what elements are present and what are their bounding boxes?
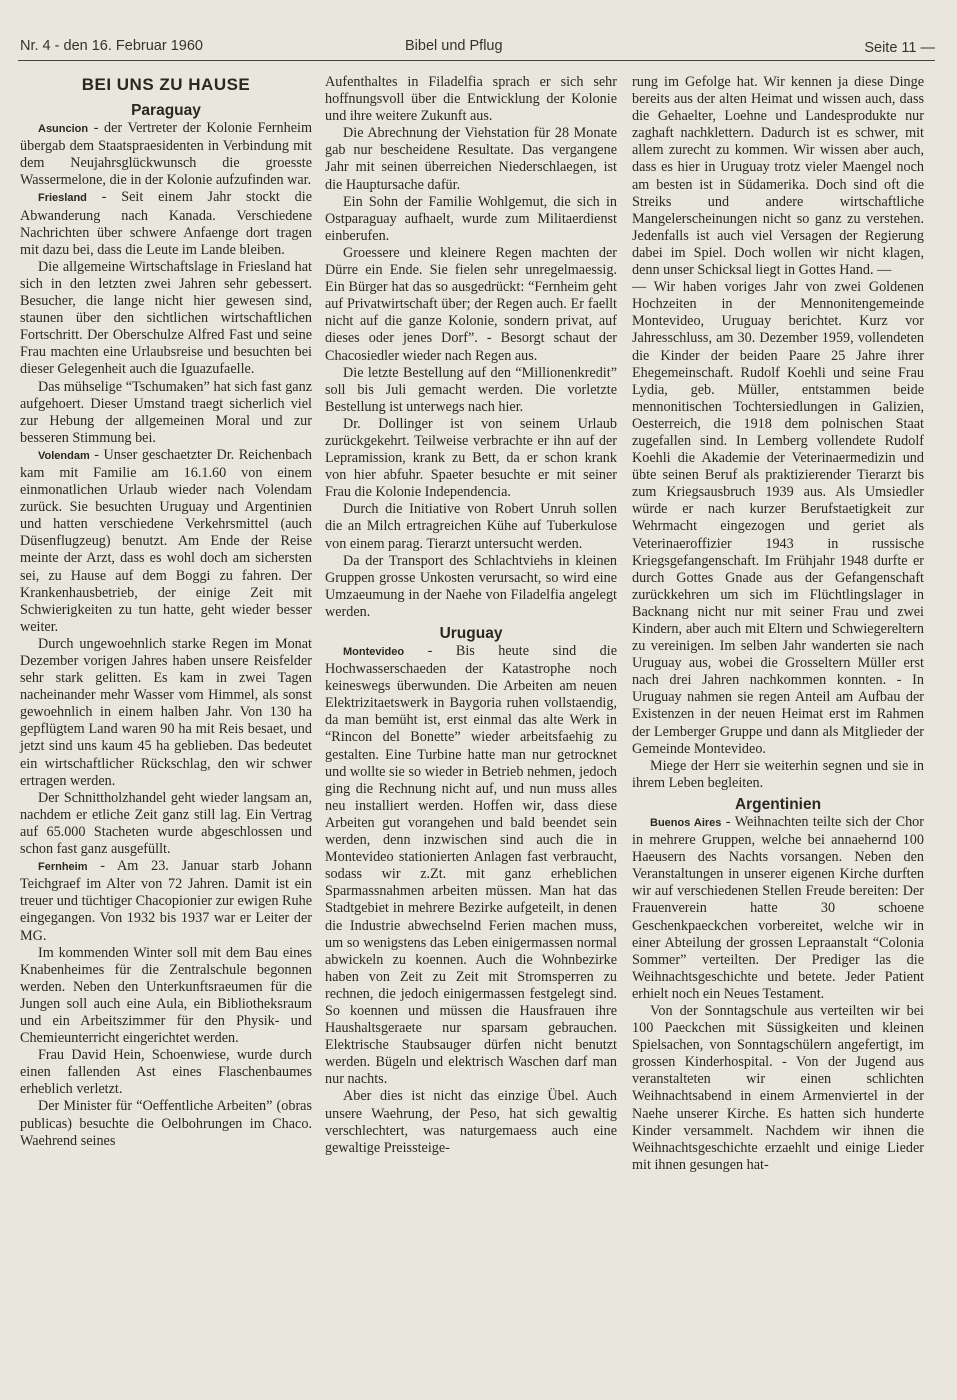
publication-title: Bibel und Pflug [405, 38, 503, 54]
article-paragraph: Fernheim - Am 23. Januar starb Johann Teichgraef im Alter von 72 Jahren. Damit ist ein treuer und tüchtiger Chacopionier zur ewigen Ruhe eingegangen. Von 1932 bis 1937 war er Leiter der MG. [20, 858, 312, 944]
section-title: BEI UNS ZU HAUSE [81, 75, 251, 94]
article-paragraph: Frau David Hein, Schoenwiese, wurde durch einen fallenden Ast eines Flaschenbaumes erheblich verletzt. [20, 1047, 312, 1098]
article-paragraph: Friesland - Seit einem Jahr stockt die Abwanderung nach Kanada. Verschiedene Nachrichten über schwere Anfaenge dort tragen mit dazu bei, dass die Leute im Lande bleiben. [20, 189, 312, 258]
article-paragraph: Volendam - Unser geschaetzter Dr. Reichenbach kam mit Familie am 16.1.60 von einem einmonatlichen Urlaub wieder nach Volendam zurück. Sie besuchten Uruguay und Argentinien und hatten verschiedene Verkehrsmittel (auch Düsenflugzeug) benutzt. Am Ende der Reise meinte der Arzt, dass es wohl doch am sichersten sei, zu Hause auf dem Boggi zu fahren. Der Krankenhausbetrieb, der einige Zeit mit Schwierigkeiten zu tun hatte, geht wieder besser weiter. [20, 446, 312, 635]
article-paragraph: Ein Sohn der Familie Wohlgemut, die sich in Ostparaguay aufhaelt, wurde zum Militaerdienst einberufen. [325, 193, 617, 244]
article-paragraph: Die letzte Bestellung auf den “Millionenkredit” soll bis Juli gemacht werden. Die vorletzte Bestellung ist unterwegs nach hier. [325, 364, 617, 415]
article-paragraph: Von der Sonntagschule aus verteilten wir bei 100 Paeckchen mit Süssigkeiten und kleinen Spielsachen, von Sonntagschülern angefertigt, im grossen Kinderhospital. - Von der Jugend aus veranstalteten wir einen schlichten Weihnachtsabend in einem Armenviertel in der Naehe unserer Kirche. Es hatten sich hunderte Kinder versammelt. Nachdem wir ihnen die Weihnachtsgeschichte erzaehlt und einige Lieder mit ihnen gesungen hat- [632, 1002, 924, 1173]
article-paragraph: Aber dies ist nicht das einzige Übel. Auch unsere Waehrung, der Peso, hat sich gewaltig verschlechtert, was naturgemaess auch eine gewaltige Preissteige- [325, 1088, 617, 1156]
article-paragraph: — Wir haben voriges Jahr von zwei Goldenen Hochzeiten in der Mennonitengemeinde Montevideo, Uruguay berichtet. Kurz vor Jahresschluss, am 30. Dezember 1959, vollendeten die Kinder der beiden Paare 25 Jahre ihrer Ehegemeinschaft. Rudolf Koehli und seine Frau Lydia, geb. Müller, entstammen beide mennonitischen Tochtersiedlungen in Galizien, Oesterreich, die 1918 dem polnischen Staat zugefallen sind. In Lemberg vollendete Rudolf Koehli die Akademie der Veterinaermedizin und übte seinen Beruf als praktizierender Tierarzt bis zum Kriegsausbruch 1939 aus. Als Umsiedler würde er nach kurzer Berufstaetigkeit zur Wehrmacht eingezogen und geriet als Veterinaeroffizier 1943 in russische Kriegsgefangenschaft. Im Frühjahr 1948 durfte er durch Gottes Gnade aus der Gefangenschaft zurückkehren um sich im Flüchtlingslager in Backnang nicht nur mit seiner Frau und zwei Kindern, aber auch mit Eltern und Schwiegereltern zu vereinigen. Im selben Jahr wanderten sie nach Uruguay aus, wobei die Grosseltern Müller erst nach drei Jahren nachkommen konnten. - In Uruguay nahmen sie regen Anteil am Aufbau der Existenzen in der neuen Heimat erst im Rahmen der Lemberger Gruppe und dann als Mitglieder der Gemeinde Montevideo. [632, 279, 924, 757]
article-paragraph: Miege der Herr sie weiterhin segnen und sie in ihrem Leben begleiten. [632, 757, 924, 791]
article-paragraph: Asuncion - der Vertreter der Kolonie Fernheim übergab dem Staatspraesidenten in Verbindung mit dem Neujahrsglückwunsch die groesste Wassermelone, die in der Kolonie aufzufinden war. [20, 120, 312, 189]
page-header [20, 30, 935, 60]
heading-uruguay: Uruguay [439, 625, 503, 642]
article-paragraph: Der Minister für “Oeffentliche Arbeiten” (obras publicas) besuchte die Oelbohrungen im Chaco. Waehrend seines [20, 1098, 312, 1149]
article-paragraph: Montevideo - Bis heute sind die Hochwasserschaeden der Katastrophe noch keineswegs überwunden. Die Arbeiten am neuen Elektrizitaetswerk in Baygoria ruhen vollstaendig, da man bemüht ist, erst einmal das alte Werk in “Rincon del Bonette” wieder arbeitsfaehig zu gestalten. Eine Turbine hatte man nur getrocknet und wollte sie so wieder in Betrieb nehmen, jedoch ging die Rechnung nicht auf, und nun muss alles neu installiert werden. Hoffen wir, dass diese Arbeiten gut vorangehen und bald beendet sein werden, denn inzwischen sind auch die in Montevideo stationierten Anlagen fast verbraucht, sodass wir z.Zt. mit ganz erheblichen Sparmassnahmen arbeiten müssen. Man hat das Stadtgebiet in mehrere Bezirke aufgeteilt, in denen die Industrie abwechselnd Ferien machen muss, um so wenigstens das Leben einigermassen normal abwickeln zu koennen. Auch die Wohnbezirke haben von Zeit zu Zeit mit Stromsperren zu rechnen, die jedoch einigermassen festgelegt sind. So koennen und müssen die Hausfrauen ihre Haushaltsgeraete nur sparsam gebrauchen. Elektrische Staubsauger dürfen nicht benutzt werden. Bügeln und elektrisch Waschen darf man nur nachts. [325, 643, 617, 1088]
article-paragraph: Die Abrechnung der Viehstation für 28 Monate gab nur bescheidene Resultate. Das vergangene Jahr mit seinen überreichen Niederschlaegen, ist die Hauptursache dafür. [325, 125, 617, 193]
heading-argentinien: Argentinien [734, 795, 822, 813]
article-paragraph: Das mühselige “Tschumaken” hat sich fast ganz aufgehoert. Dieser Umstand traegt sicherlich viel zur Hebung der allgemeinen Moral und zur besseren Stimmung bei. [20, 378, 312, 446]
article-paragraph: Groessere und kleinere Regen machten der Dürre ein Ende. Sie fielen sehr unregelmaessig. Ein Bürger hat das so ausgedrückt: “Fernheim geht auf Privatwirtschaft über; der Regen auch. Er faellt nicht auf die ganze Kolonie, sondern privat, auf dieses oder jenes Dorf”. - Besorgt schaut der Chacosiedler wieder nach Regen aus. [325, 244, 617, 364]
article-paragraph: Buenos Aires - Weihnachten teilte sich der Chor in mehrere Gruppen, welche bei annaehernd 100 Haeusern des Nachts vorsangen. Neben den Veranstaltungen in unserer eigenen Kirche durften wir auf verschiedenen Stellen Freude bereiten: Der Frauenverein hatte 30 schoene Geschenkpaeckchen vorbereitet, welche wir in einer Abteilung der grossen Lepraanstalt “Colonia Sommer” verteilten. Der Prediger las die Weihnachtsgeschichte und betete. Jeder Patient erhielt noch ein Neues Testament. [632, 813, 924, 1002]
column-3 [632, 74, 924, 1174]
place-name: Montevideo [343, 646, 405, 658]
issue-line: Nr. 4 - den 16. Februar 1960 [20, 38, 203, 54]
article-paragraph: Die allgemeine Wirtschaftslage in Friesland hat sich in den letzten zwei Jahren sehr gebessert. Besucher, die lange nicht hier gewesen sind, staunen über den sichtlichen wirtschaftlichen Fortschritt. Der Oberschulze Alfred Fast und seine Frau machten eine Urlaubsreise und besuchten bei dieser Gelegenheit auch die Iguazufaelle. [20, 258, 312, 378]
article-paragraph: Im kommenden Winter soll mit dem Bau eines Knabenheimes für die Zentralschule begonnen werden. Neben den Unterkunftsraeumen für die Jungen soll auch eine Aula, ein Bibliotheksraum und ein Arbeitszimmer für den Physik- und Chemieunterricht eingerichtet werden. [20, 944, 312, 1047]
page-number: Seite 11 — [864, 40, 935, 56]
article-paragraph: Der Schnittholzhandel geht wieder langsam an, nachdem er etliche Zeit ganz still lag. Ein Vertrag auf 65.000 Stacheten wurde abgeschlossen und schon fast ganz ausgefüllt. [20, 789, 312, 858]
article-paragraph: Durch ungewoehnlich starke Regen im Monat Dezember vorigen Jahres haben unsere Reisfelder sehr stark gelitten. Es kam in zwei Tagen nacheinander mehr Wasser vom Himmel, als sonst gewoehnlich in einem halben Jahr. Von 130 ha gepflügtem Land waren 90 ha mit Reis besaet, und jetzt sind uns kaum 45 ha geblieben. Das bedeutet ein wirtschaftlicher Rückschlag, den wir schwer ertragen werden. [20, 635, 312, 789]
place-name: Friesland [38, 192, 87, 205]
article-paragraph: Aufenthaltes in Filadelfia sprach er sich sehr hoffnungsvoll über die Entwicklung der Kolonie und ihre weitere Zukunft aus. [325, 74, 617, 125]
column-1 [20, 74, 312, 1150]
article-paragraph: Da der Transport des Schlachtviehs in kleinen Gruppen grosse Unkosten verursacht, so wird eine Umzaeumung in der Naehe von Filadelfia angelegt werden. [325, 552, 617, 620]
article-paragraph: Durch die Initiative von Robert Unruh sollen die an Milch ertragreichen Kühe auf Tuberkulose von einem parag. Tierarzt untersucht werden. [325, 501, 617, 552]
place-name: Fernheim [38, 861, 88, 874]
place-name: Volendam [38, 449, 90, 462]
place-name: Buenos Aires [650, 816, 722, 829]
place-name: Asuncion [38, 123, 89, 136]
column-2 [325, 74, 617, 1157]
article-paragraph: Dr. Dollinger ist von seinem Urlaub zurückgekehrt. Teilweise verbrachte er ihn auf der Lepramission, krank zu Bett, da er schon krank von hier abfuhr. Spaeter besuchte er mit seiner Frau die Kolonie Independencia. [325, 415, 617, 501]
article-paragraph: rung im Gefolge hat. Wir kennen ja diese Dinge bereits aus der alten Heimat und wissen auch, dass die Gehaelter, Loehne und Landesprodukte nur zaghaft nachklettern. Dadurch ist es schwer, mit allem zurecht zu kommen. Wir wissen aber auch, dass es hier in Uruguay trotz vieler Maengel noch am besten ist in Südamerika. Doch sind oft die Streiks und andere wirtschaftliche Mangelerscheinungen nicht so ganz zu verstehen. Jedenfalls ist auch viel Versagen der Regierung dabei im Spiel. Doch wollen wir nicht klagen, denn unser Schicksal liegt in Gottes Hand. — [632, 74, 924, 279]
heading-paraguay: Paraguay [131, 102, 201, 120]
header-rule [18, 60, 935, 61]
